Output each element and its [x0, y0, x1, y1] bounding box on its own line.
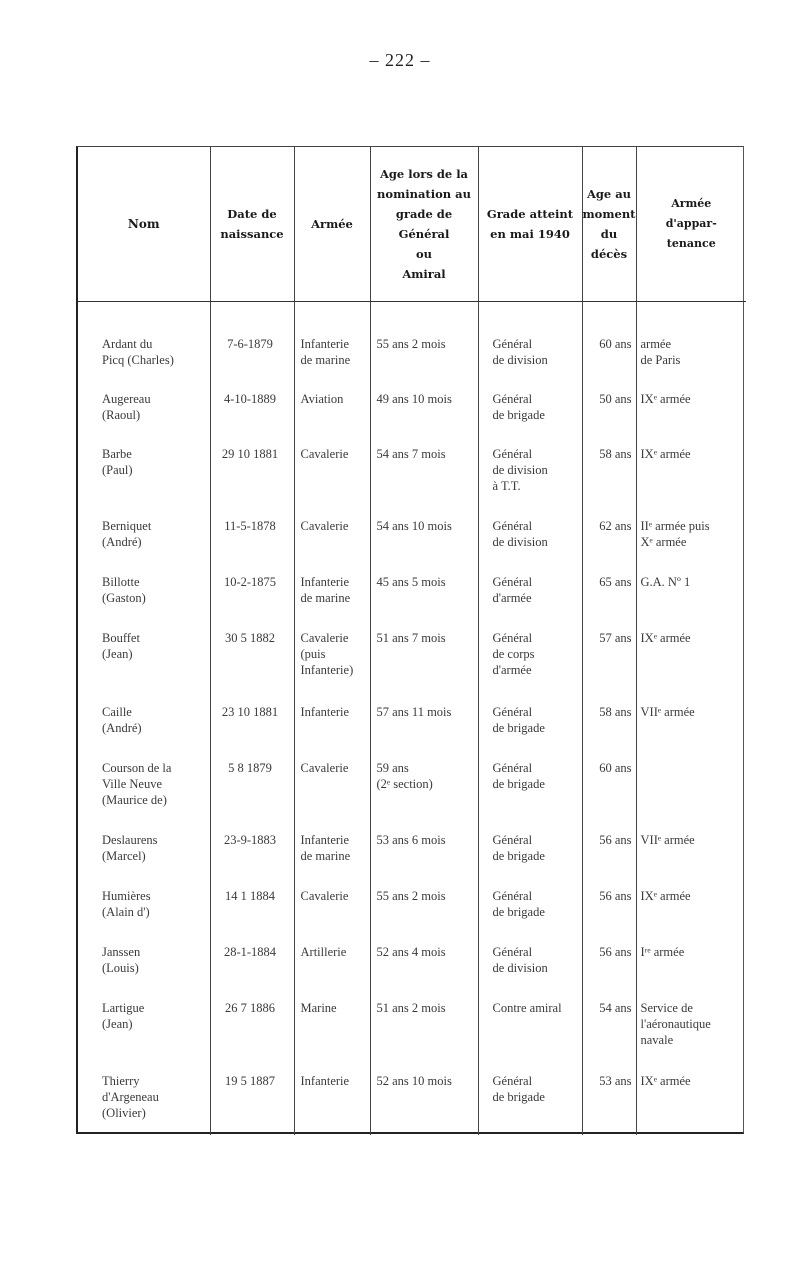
cell-age-deces [582, 880, 636, 936]
cell-grade-line: de brigade [492, 721, 545, 735]
header-armee-appartenance: Armée d'appar- tenance [636, 147, 746, 302]
cell-date-text: 19 5 1887 [225, 1074, 275, 1088]
cell-armee-line: Cavalerie [300, 761, 349, 775]
cell-nom [78, 824, 210, 880]
cell-grade [478, 696, 582, 752]
cell-armee-appartenance-line: IXᵉ armée [640, 392, 691, 406]
table-row [78, 752, 746, 824]
cell-armee [294, 622, 370, 696]
cell-age-nomination-line: 55 ans 2 mois [376, 337, 446, 351]
cell-age-deces [582, 752, 636, 824]
cell-age-deces-text: 57 ans [599, 631, 632, 645]
cell-grade-line: à T.T. [492, 479, 521, 493]
table-row [78, 383, 746, 438]
cell-armee-appartenance [636, 566, 746, 622]
table-row [78, 438, 746, 510]
cell-armee [294, 438, 370, 510]
cell-armee-line: Infanterie [300, 575, 350, 589]
cell-grade-line: de brigade [492, 1090, 545, 1104]
cell-age-deces-text: 58 ans [599, 447, 632, 461]
cell-armee-appartenance [636, 824, 746, 880]
table-row [78, 328, 746, 383]
cell-grade-line: de brigade [492, 777, 545, 791]
cell-armee [294, 510, 370, 566]
table-row [78, 510, 746, 566]
cell-armee-appartenance-line: IXᵉ armée [640, 1074, 691, 1088]
cell-grade-line: Général [492, 337, 533, 351]
cell-nom-line: d'Argeneau [102, 1090, 159, 1104]
cell-age-deces [582, 438, 636, 510]
cell-nom [78, 880, 210, 936]
cell-date-text: 26 7 1886 [225, 1001, 275, 1015]
cell-grade-line: de division [492, 353, 548, 367]
cell-nom-line: (André) [102, 721, 142, 735]
cell-age-deces [582, 1065, 636, 1135]
cell-armee [294, 880, 370, 936]
cell-armee [294, 992, 370, 1065]
cell-grade-line: Général [492, 631, 533, 645]
cell-date-text: 23-9-1883 [223, 833, 277, 847]
cell-armee-line: Artillerie [300, 945, 347, 959]
cell-date [210, 992, 294, 1065]
cell-date-text: 23 10 1881 [221, 705, 279, 719]
cell-armee-appartenance-line: VIIᵉ armée [640, 833, 695, 847]
cell-armee-line: Infanterie [300, 1074, 350, 1088]
cell-grade-line: Général [492, 705, 533, 719]
cell-nom [78, 510, 210, 566]
table-row [78, 992, 746, 1065]
cell-age-deces-text: 58 ans [599, 705, 632, 719]
cell-grade-line: de division [492, 535, 548, 549]
cell-date [210, 880, 294, 936]
cell-age-nomination [370, 566, 478, 622]
cell-age-deces [582, 824, 636, 880]
cell-date-text: 7-6-1879 [227, 337, 273, 351]
cell-date [210, 438, 294, 510]
cell-grade [478, 328, 582, 383]
cell-grade-line: de brigade [492, 905, 545, 919]
cell-age-deces-text: 56 ans [599, 833, 632, 847]
cell-grade [478, 383, 582, 438]
cell-nom [78, 328, 210, 383]
table-row [78, 622, 746, 696]
header-grade: Grade atteint en mai 1940 [478, 147, 582, 302]
cell-grade-line: de brigade [492, 408, 545, 422]
cell-nom-line: Deslaurens [102, 833, 158, 847]
cell-nom-line: Janssen [102, 945, 141, 959]
cell-nom [78, 383, 210, 438]
cell-age-nomination-line: 55 ans 2 mois [376, 889, 446, 903]
cell-age-deces [582, 328, 636, 383]
cell-date-text: 29 10 1881 [221, 447, 279, 461]
cell-date-text: 28-1-1884 [223, 945, 277, 959]
cell-nom-line: Ville Neuve [102, 777, 162, 791]
cell-nom-line: Thierry [102, 1074, 140, 1088]
cell-armee [294, 936, 370, 992]
cell-age-deces-text: 53 ans [599, 1074, 632, 1088]
cell-age-deces [582, 566, 636, 622]
cell-nom-line: (André) [102, 535, 142, 549]
cell-age-deces [582, 936, 636, 992]
cell-armee-appartenance [636, 510, 746, 566]
cell-armee-appartenance [636, 622, 746, 696]
cell-armee-appartenance-line: l'aéronautique [640, 1017, 711, 1031]
cell-age-deces-text: 50 ans [599, 392, 632, 406]
cell-age-deces-text: 56 ans [599, 889, 632, 903]
cell-nom-line: Picq (Charles) [102, 353, 174, 367]
cell-armee-appartenance [636, 880, 746, 936]
cell-age-nomination [370, 880, 478, 936]
cell-grade [478, 510, 582, 566]
cell-date [210, 510, 294, 566]
cell-armee [294, 328, 370, 383]
cell-age-nomination [370, 992, 478, 1065]
cell-age-nomination-line: 45 ans 5 mois [376, 575, 446, 589]
cell-age-nomination-line: 54 ans 7 mois [376, 447, 446, 461]
cell-armee-line: Aviation [300, 392, 344, 406]
cell-armee-appartenance-line: IXᵉ armée [640, 889, 691, 903]
cell-age-nomination-line: 51 ans 7 mois [376, 631, 446, 645]
cell-grade-line: Général [492, 833, 533, 847]
cell-date [210, 622, 294, 696]
cell-armee-line: (puis [300, 647, 326, 661]
cell-age-deces-text: 54 ans [599, 1001, 632, 1015]
cell-age-deces [582, 992, 636, 1065]
spacer-row [78, 302, 746, 329]
cell-age-nomination [370, 328, 478, 383]
cell-grade [478, 824, 582, 880]
cell-date-text: 11-5-1878 [224, 519, 276, 533]
cell-nom-line: Billotte [102, 575, 140, 589]
cell-nom-line: Courson de la [102, 761, 172, 775]
cell-nom [78, 438, 210, 510]
cell-age-nomination-line: 51 ans 2 mois [376, 1001, 446, 1015]
cell-armee-line: de marine [300, 849, 351, 863]
cell-armee-line: Infanterie [300, 337, 350, 351]
cell-age-nomination-line: 52 ans 4 mois [376, 945, 446, 959]
table-row [78, 880, 746, 936]
cell-age-nomination [370, 824, 478, 880]
cell-date-text: 5 8 1879 [228, 761, 272, 775]
table-body [78, 302, 746, 1136]
cell-armee-appartenance-line: Xᵉ armée [640, 535, 687, 549]
cell-grade [478, 566, 582, 622]
cell-grade-line: de brigade [492, 849, 545, 863]
cell-armee-line: de marine [300, 353, 351, 367]
officers-table-grid [78, 147, 746, 1135]
cell-age-deces-text: 60 ans [599, 761, 632, 775]
cell-armee-appartenance-line: navale [640, 1033, 674, 1047]
cell-age-nomination-line: 54 ans 10 mois [376, 519, 452, 533]
cell-nom-line: (Jean) [102, 1017, 133, 1031]
cell-armee-line: Cavalerie [300, 631, 349, 645]
cell-armee-appartenance-line: IIᵉ armée puis [640, 519, 710, 533]
table-row [78, 936, 746, 992]
cell-grade-line: d'armée [492, 663, 532, 677]
cell-nom [78, 752, 210, 824]
cell-armee-appartenance-line: Service de [640, 1001, 693, 1015]
header-nom: Nom [78, 147, 210, 302]
cell-age-nomination [370, 438, 478, 510]
cell-age-nomination-line: 49 ans 10 mois [376, 392, 452, 406]
cell-grade-line: Général [492, 945, 533, 959]
cell-armee [294, 383, 370, 438]
cell-nom-line: (Maurice de) [102, 793, 167, 807]
table-row [78, 1065, 746, 1135]
cell-nom-line: (Raoul) [102, 408, 141, 422]
cell-grade [478, 1065, 582, 1135]
cell-date-text: 4-10-1889 [223, 392, 277, 406]
cell-armee-appartenance-line: IXᵉ armée [640, 447, 691, 461]
cell-armee-line: de marine [300, 591, 351, 605]
cell-armee-line: Infanterie [300, 833, 350, 847]
cell-date [210, 1065, 294, 1135]
cell-armee-appartenance [636, 383, 746, 438]
cell-grade [478, 622, 582, 696]
cell-age-nomination [370, 383, 478, 438]
cell-armee [294, 752, 370, 824]
cell-age-deces [582, 622, 636, 696]
table-row [78, 566, 746, 622]
header-armee: Armée [294, 147, 370, 302]
cell-armee-line: Cavalerie [300, 519, 349, 533]
cell-grade-line: de division [492, 463, 548, 477]
cell-age-nomination-line: 57 ans 11 mois [376, 705, 452, 719]
cell-armee-appartenance-line: armée [640, 337, 672, 351]
header-row [78, 147, 746, 302]
cell-nom [78, 1065, 210, 1135]
cell-age-deces-text: 62 ans [599, 519, 632, 533]
cell-armee-appartenance-line: de Paris [640, 353, 681, 367]
cell-nom [78, 696, 210, 752]
cell-armee-appartenance [636, 696, 746, 752]
cell-date [210, 936, 294, 992]
cell-grade-line: Général [492, 889, 533, 903]
cell-age-nomination-line: (2ᵉ section) [376, 777, 433, 791]
cell-date [210, 566, 294, 622]
cell-nom [78, 566, 210, 622]
cell-armee [294, 696, 370, 752]
cell-age-deces [582, 696, 636, 752]
cell-date [210, 383, 294, 438]
cell-date-text: 10-2-1875 [223, 575, 277, 589]
cell-grade-line: Général [492, 392, 533, 406]
cell-nom-line: Berniquet [102, 519, 152, 533]
cell-armee-appartenance-line: Iʳᵉ armée [640, 945, 685, 959]
cell-armee-appartenance [636, 752, 746, 824]
cell-age-deces-text: 65 ans [599, 575, 632, 589]
cell-nom [78, 622, 210, 696]
cell-age-nomination [370, 752, 478, 824]
cell-grade-line: Contre amiral [492, 1001, 562, 1015]
cell-grade-line: de corps [492, 647, 535, 661]
cell-grade [478, 438, 582, 510]
table-row [78, 824, 746, 880]
header-age-deces: Age au moment du décès [582, 147, 636, 302]
cell-armee-line: Cavalerie [300, 889, 349, 903]
cell-armee-appartenance [636, 936, 746, 992]
header-date: Date de naissance [210, 147, 294, 302]
cell-date [210, 328, 294, 383]
cell-armee-appartenance [636, 328, 746, 383]
cell-nom-line: (Olivier) [102, 1106, 146, 1120]
cell-nom-line: (Jean) [102, 647, 133, 661]
cell-armee-appartenance-line: G.A. Nº 1 [640, 575, 691, 589]
cell-grade-line: Général [492, 761, 533, 775]
cell-grade [478, 880, 582, 936]
cell-armee [294, 566, 370, 622]
cell-nom-line: Ardant du [102, 337, 153, 351]
cell-nom [78, 936, 210, 992]
cell-date [210, 696, 294, 752]
cell-armee-line: Infanterie) [300, 663, 354, 677]
cell-armee-appartenance-line: VIIᵉ armée [640, 705, 695, 719]
cell-armee [294, 824, 370, 880]
cell-grade-line: d'armée [492, 591, 532, 605]
cell-grade-line: Général [492, 575, 533, 589]
cell-age-nomination [370, 622, 478, 696]
cell-armee [294, 1065, 370, 1135]
cell-grade-line: Général [492, 1074, 533, 1088]
cell-armee-appartenance-line: IXᵉ armée [640, 631, 691, 645]
cell-nom-line: (Louis) [102, 961, 139, 975]
cell-nom-line: (Gaston) [102, 591, 146, 605]
cell-age-deces-text: 60 ans [599, 337, 632, 351]
cell-armee-line: Marine [300, 1001, 337, 1015]
cell-age-deces-text: 56 ans [599, 945, 632, 959]
cell-age-nomination-line: 59 ans [376, 761, 409, 775]
cell-age-nomination [370, 936, 478, 992]
cell-nom-line: Humières [102, 889, 151, 903]
cell-age-nomination [370, 1065, 478, 1135]
cell-nom-line: Bouffet [102, 631, 140, 645]
cell-nom-line: Augereau [102, 392, 151, 406]
cell-grade [478, 936, 582, 992]
cell-date-text: 30 5 1882 [225, 631, 275, 645]
header-age-nomination: Age lors de la nomination au grade de Général ou Amiral [370, 147, 478, 302]
cell-date [210, 824, 294, 880]
cell-nom-line: Barbe [102, 447, 132, 461]
cell-age-nomination-line: 52 ans 10 mois [376, 1074, 452, 1088]
cell-nom-line: Caille [102, 705, 132, 719]
page-number: – 222 – [369, 50, 431, 70]
cell-nom-line: Lartigue [102, 1001, 145, 1015]
cell-armee-appartenance [636, 1065, 746, 1135]
cell-date [210, 752, 294, 824]
cell-age-nomination-line: 53 ans 6 mois [376, 833, 446, 847]
cell-grade-line: Général [492, 519, 533, 533]
cell-grade-line: de division [492, 961, 548, 975]
cell-armee-appartenance [636, 992, 746, 1065]
table-row [78, 696, 746, 752]
cell-nom-line: (Paul) [102, 463, 133, 477]
cell-nom [78, 992, 210, 1065]
cell-grade [478, 992, 582, 1065]
cell-armee-line: Cavalerie [300, 447, 349, 461]
cell-armee-line: Infanterie [300, 705, 350, 719]
cell-age-deces [582, 383, 636, 438]
cell-age-deces [582, 510, 636, 566]
cell-armee-appartenance [636, 438, 746, 510]
cell-grade [478, 752, 582, 824]
officers-table [76, 146, 744, 1134]
cell-nom-line: (Marcel) [102, 849, 146, 863]
cell-age-nomination [370, 696, 478, 752]
cell-date-text: 14 1 1884 [225, 889, 275, 903]
cell-nom-line: (Alain d') [102, 905, 150, 919]
cell-age-nomination [370, 510, 478, 566]
cell-grade-line: Général [492, 447, 533, 461]
